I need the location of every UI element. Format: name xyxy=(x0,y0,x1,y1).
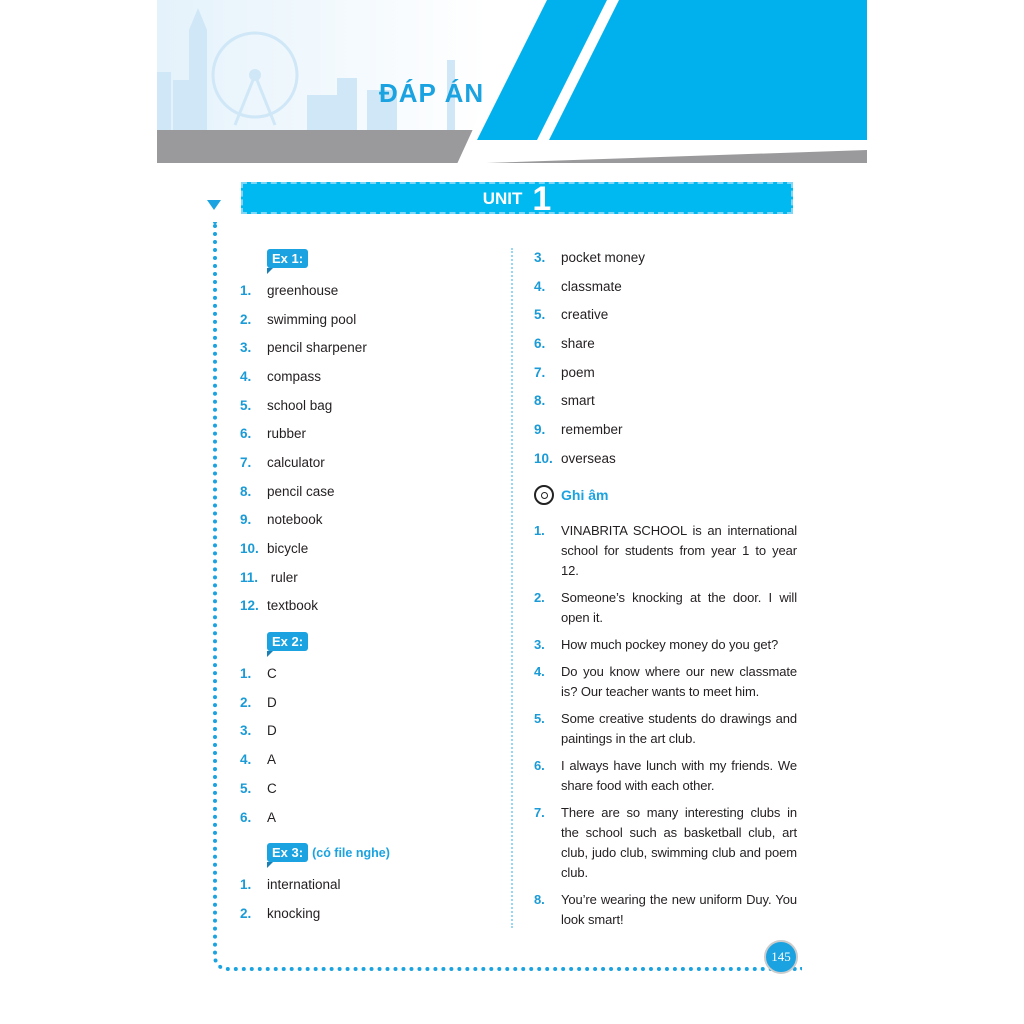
unit-number: 1 xyxy=(532,180,552,218)
transcript-item xyxy=(534,588,802,628)
answer-item xyxy=(534,272,802,301)
answer-item xyxy=(240,563,500,592)
answer-item xyxy=(534,329,802,358)
item-text: VINABRITA SCHOOL is an international school for students from year 1 to year 12. xyxy=(561,522,797,578)
item-text: pocket money xyxy=(561,249,646,265)
answer-item xyxy=(534,386,802,415)
answer-item xyxy=(240,534,500,563)
answer-item xyxy=(240,870,500,899)
item-text: classmate xyxy=(561,278,622,294)
item-number: 6. xyxy=(240,809,252,825)
answer-item xyxy=(240,803,500,832)
item-text: ruler xyxy=(267,569,298,585)
unit-heading xyxy=(241,180,793,218)
item-number: 5. xyxy=(240,780,252,796)
item-text: pencil case xyxy=(267,483,335,499)
ex1-label: Ex 1: xyxy=(267,249,308,268)
unit-label: UNIT xyxy=(482,189,523,208)
answer-item xyxy=(534,444,802,473)
answer-item xyxy=(240,477,500,506)
item-text: calculator xyxy=(267,454,325,470)
item-number: 4. xyxy=(534,663,545,679)
item-text: Someone’s knocking at the door. I will open it. xyxy=(561,589,797,625)
item-text: Do you know where our new classmate is? Our teacher wants to meet him. xyxy=(561,663,797,699)
item-number: 4. xyxy=(240,752,252,768)
ex1-answer-list xyxy=(240,276,500,620)
item-text: international xyxy=(267,877,341,893)
item-text: I always have lunch with my friends. We share food with each other. xyxy=(561,757,797,793)
answer-item xyxy=(534,358,802,387)
item-number: 2. xyxy=(240,311,252,327)
answer-item xyxy=(240,659,500,688)
item-number: 11. xyxy=(240,569,259,585)
audio-disc-icon xyxy=(534,485,554,505)
item-text: There are so many interesting clubs in the school such as basketball club, art club, judo club, swimming club and poem club. xyxy=(561,804,797,880)
answer-item xyxy=(240,774,500,803)
item-number: 3. xyxy=(534,249,546,265)
answer-item xyxy=(240,276,500,305)
item-text: C xyxy=(267,666,277,682)
item-number: 3. xyxy=(534,636,545,652)
answer-item xyxy=(534,415,802,444)
item-number: 12. xyxy=(240,598,259,614)
item-text: D xyxy=(267,694,277,710)
item-text: remember xyxy=(561,421,623,437)
item-number: 7. xyxy=(534,364,546,380)
item-number: 1. xyxy=(240,282,252,298)
item-text: textbook xyxy=(267,598,319,614)
ex3-label: Ex 3: xyxy=(267,843,308,862)
item-text: swimming pool xyxy=(267,311,357,327)
answer-item xyxy=(240,745,500,774)
item-text: creative xyxy=(561,307,609,323)
transcript-item xyxy=(534,521,802,581)
ex2-answer-list xyxy=(240,659,500,831)
item-number: 4. xyxy=(534,278,546,294)
answer-item xyxy=(240,448,500,477)
ex3-answer-list xyxy=(240,870,500,927)
transcript-item xyxy=(534,635,802,655)
triangle-marker-icon xyxy=(207,200,221,210)
right-column xyxy=(534,243,802,937)
answer-item xyxy=(240,592,500,621)
item-text: notebook xyxy=(267,512,323,528)
item-text: smart xyxy=(561,393,595,409)
item-text: C xyxy=(267,780,277,796)
column-divider xyxy=(511,248,515,928)
item-text: greenhouse xyxy=(267,282,339,298)
item-text: poem xyxy=(561,364,595,380)
answer-item xyxy=(240,506,500,535)
transcript-label: Ghi âm xyxy=(561,486,609,503)
item-text: knocking xyxy=(267,905,321,921)
item-text: You’re wearing the new uniform Duy. You look smart! xyxy=(561,891,797,927)
item-number: 2. xyxy=(240,694,252,710)
item-number: 3. xyxy=(240,723,252,739)
transcript-heading xyxy=(534,479,802,511)
item-number: 5. xyxy=(534,307,546,323)
item-text: A xyxy=(267,809,277,825)
item-text: bicycle xyxy=(267,541,309,557)
item-number: 9. xyxy=(240,512,252,528)
answer-item xyxy=(240,419,500,448)
page-title: ĐÁP ÁN xyxy=(379,78,485,108)
item-number: 8. xyxy=(534,393,546,409)
blue-diagonal-shapes xyxy=(157,0,867,164)
item-text: compass xyxy=(267,368,322,384)
item-text: overseas xyxy=(561,450,616,466)
item-number: 7. xyxy=(240,454,252,470)
item-number: 8. xyxy=(534,891,545,907)
transcript-item xyxy=(534,890,802,930)
answer-item xyxy=(240,717,500,746)
item-number: 5. xyxy=(534,710,545,726)
item-number: 10. xyxy=(240,541,259,557)
item-number: 4. xyxy=(240,368,252,384)
left-column xyxy=(240,241,500,928)
answer-item xyxy=(240,333,500,362)
item-number: 9. xyxy=(534,421,546,437)
item-text: pencil sharpener xyxy=(267,340,367,356)
item-text: school bag xyxy=(267,397,333,413)
item-text: rubber xyxy=(267,426,307,442)
answer-item xyxy=(534,243,802,272)
item-number: 6. xyxy=(240,426,252,442)
item-number: 3. xyxy=(240,340,252,356)
answer-item xyxy=(534,300,802,329)
item-number: 7. xyxy=(534,804,545,820)
page-number: 145 xyxy=(764,940,798,974)
item-number: 5. xyxy=(240,397,252,413)
transcript-list xyxy=(534,521,802,930)
item-text: Some creative students do drawings and paintings in the art club. xyxy=(561,710,797,746)
answer-item xyxy=(240,362,500,391)
item-number: 6. xyxy=(534,757,545,773)
item-number: 1. xyxy=(240,666,252,682)
transcript-item xyxy=(534,709,802,749)
answer-item xyxy=(240,688,500,717)
transcript-item xyxy=(534,756,802,796)
item-number: 2. xyxy=(534,589,545,605)
item-text: share xyxy=(561,335,595,351)
item-text: How much pockey money do you get? xyxy=(561,636,779,652)
answer-item xyxy=(240,305,500,334)
ex3-note: (có file nghe) xyxy=(312,845,390,860)
ex3-answer-list-continued xyxy=(534,243,802,473)
transcript-item xyxy=(534,803,802,883)
item-text: D xyxy=(267,723,277,739)
item-number: 1. xyxy=(240,877,252,893)
item-number: 10. xyxy=(534,450,553,466)
header-banner xyxy=(157,0,867,164)
item-number: 2. xyxy=(240,905,252,921)
item-text: A xyxy=(267,752,277,768)
ex2-label: Ex 2: xyxy=(267,632,308,651)
item-number: 8. xyxy=(240,483,252,499)
item-number: 6. xyxy=(534,335,546,351)
item-number: 1. xyxy=(534,522,545,538)
answer-item xyxy=(240,899,500,928)
transcript-item xyxy=(534,662,802,702)
answer-item xyxy=(240,391,500,420)
